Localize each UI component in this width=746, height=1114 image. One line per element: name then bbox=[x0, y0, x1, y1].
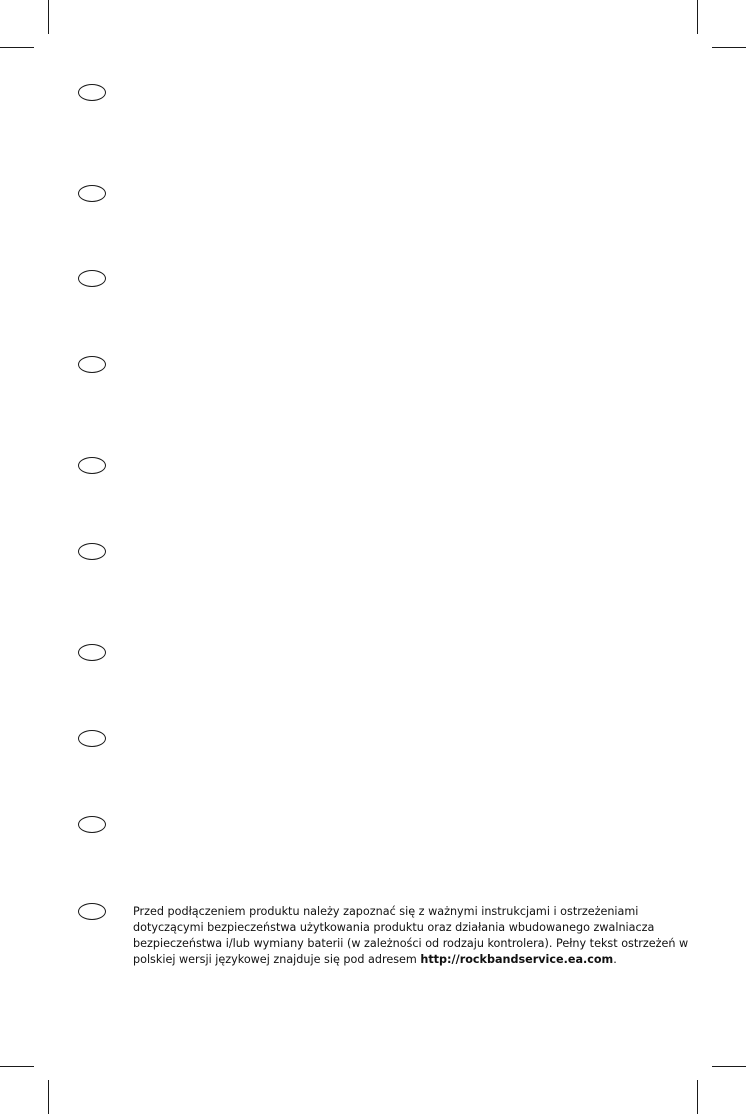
notice-text: Przed podłączeniem produktu należy zapoznać się z ważnymi instrukcjami i ostrzeżeniami dotyczącymi bezpieczeństwa użytkowania produktu oraz działania wbudowanego zwalniacza bezpieczeństwa i/lub wymiany baterii (w zależności od rodzaju kontrolera). Pełny tekst ostrzeżeń w polskiej wersji językowej znajduje się pod adresem bbox=[133, 905, 689, 966]
notice-period: . bbox=[613, 953, 617, 966]
service-url-link[interactable]: http://rockbandservice.ea.com bbox=[420, 953, 614, 966]
language-badge-oval bbox=[78, 644, 106, 661]
language-badge-oval bbox=[78, 543, 106, 560]
crop-mark-top-left-vertical bbox=[48, 0, 49, 34]
polish-safety-notice bbox=[133, 904, 693, 968]
crop-mark-bottom-right-vertical bbox=[697, 1080, 698, 1114]
language-badge-oval bbox=[78, 457, 106, 474]
language-badge-oval bbox=[78, 356, 106, 373]
language-badge-oval bbox=[78, 84, 106, 101]
crop-mark-top-right-vertical bbox=[697, 0, 698, 34]
language-badge-oval bbox=[78, 270, 106, 287]
language-badge-oval bbox=[78, 730, 106, 747]
language-badge-oval bbox=[78, 903, 106, 920]
language-badge-oval bbox=[78, 816, 106, 833]
crop-mark-bottom-left-horizontal bbox=[0, 1066, 34, 1067]
crop-mark-top-right-horizontal bbox=[712, 47, 746, 48]
crop-mark-bottom-right-horizontal bbox=[712, 1066, 746, 1067]
language-badge-oval bbox=[78, 185, 106, 202]
crop-mark-top-left-horizontal bbox=[0, 47, 34, 48]
crop-mark-bottom-left-vertical bbox=[48, 1080, 49, 1114]
